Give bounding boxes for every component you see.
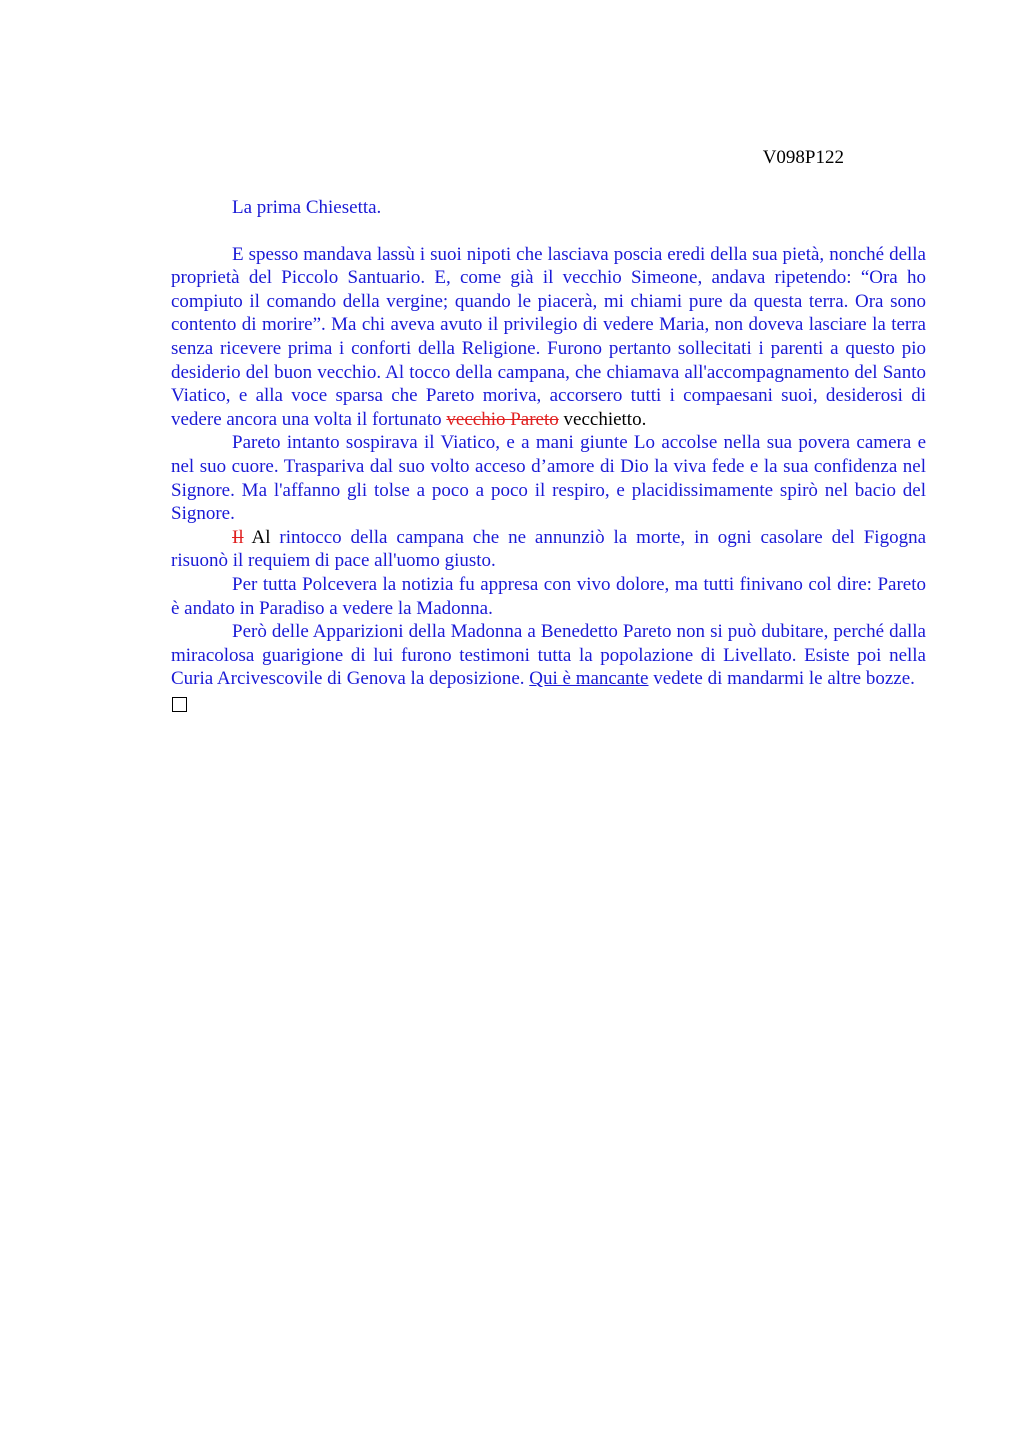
section-title: La prima Chiesetta. — [232, 197, 382, 218]
inserted-text: Al — [243, 526, 271, 548]
paragraph-5-tail: vedete di mandarmi le altre bozze. — [648, 668, 915, 690]
page-id: V098P122 — [762, 147, 844, 168]
missing-note-link[interactable]: Qui è mancante — [529, 668, 649, 690]
inserted-text: vecchietto. — [558, 408, 647, 430]
deleted-text: Il — [232, 526, 244, 548]
deleted-text: vecchio Pareto — [446, 408, 559, 430]
checkbox-square-icon — [172, 697, 187, 712]
paragraph-5 — [171, 620, 926, 691]
paragraph-4: Per tutta Polcevera la notizia fu appresa con vivo dolore, ma tutti finivano col dire: Pareto è andato in Paradiso a vedere la Madonna. — [171, 573, 926, 619]
paragraph-1-text: E spesso mandava lassù i suoi nipoti che lasciava poscia eredi della sua pietà, nonché della proprietà del Piccolo Santuario. E, come già il vecchio Simeone, andava ripetendo: “Ora ho compiuto il comando della vergine; quando le piacerà, mi chiami pure da questa terra. Ora sono contento di morire”. Ma chi aveva avuto il privilegio di vedere Maria, non doveva lasciare la terra senza ricevere prima i conforti della Religione. Furono pertanto sollecitati i parenti a questo pio desiderio del buon vecchio. Al tocco della campana, che chiamava all'accompagnamento del Santo Viatico, e alla voce sparsa che Pareto moriva, accorsero tutti i compaesani suoi, desiderosi di vedere ancora una volta il fortunato — [171, 243, 926, 430]
document-body — [171, 196, 926, 712]
paragraph-2: Pareto intanto sospirava il Viatico, e a mani giunte Lo accolse nella sua povera camera e nel suo cuore. Traspariva dal suo volto acceso d’amore di Dio la viva fede e la sua confidenza nel Signore. Ma l'affanno gli tolse a poco a poco il respiro, e placidissimamente spirò nel bacio del Signore. — [171, 432, 926, 525]
paragraph-3-text: rintocco della campana che ne annunziò la morte, in ogni casolare del Figogna risuonò il requiem di pace all'uomo giusto. — [171, 526, 927, 572]
paragraph-1 — [171, 243, 926, 432]
paragraph-5-text: Però delle Apparizioni della Madonna a Benedetto Pareto non si può dubitare, perché dalla miracolosa guarigione di lui furono testimoni tutta la popolazione di Livellato. Esiste poi nella Curia Arcivescovile di Genova la deposizione. — [171, 621, 926, 690]
paragraph-3 — [171, 526, 926, 573]
